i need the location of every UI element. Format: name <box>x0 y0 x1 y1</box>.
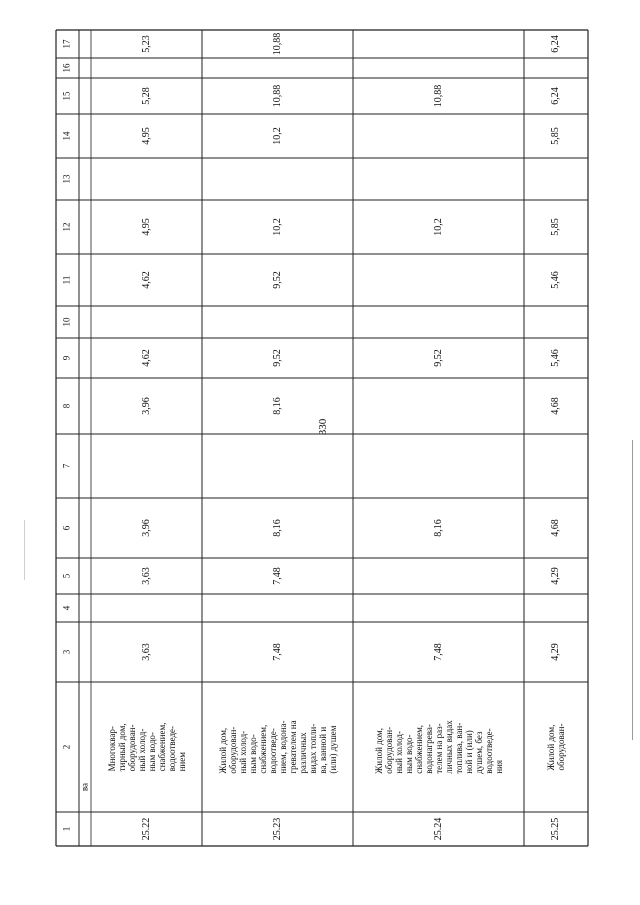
value-cell-col-15: 10,88 <box>271 84 283 108</box>
value-cell-col-6: 8,16 <box>432 519 444 537</box>
value-cell-col-14: 10,2 <box>271 127 283 145</box>
value-cell-col-9: 9,52 <box>432 349 444 367</box>
column-header-11: 11 <box>61 275 72 285</box>
value-cell-col-17: 5,23 <box>140 35 152 53</box>
column-header-7: 7 <box>61 463 72 469</box>
value-cell-col-11: 4,62 <box>140 271 152 289</box>
value-cell-col-17: 6,24 <box>550 35 561 53</box>
column-header-6: 6 <box>61 525 72 531</box>
value-cell-col-3: 4,29 <box>550 643 561 661</box>
value-cell-col-15: 10,88 <box>432 84 444 108</box>
value-cell-col-9: 4,62 <box>140 349 152 367</box>
value-cell-col-6: 4,68 <box>550 519 561 537</box>
value-cell-col-5: 4,29 <box>550 567 561 585</box>
column-header-15: 15 <box>61 91 72 101</box>
row-description: Жилой дом, оборудован- <box>546 723 566 771</box>
value-cell-col-12: 10,2 <box>271 218 283 236</box>
value-cell-col-3: 3,63 <box>140 643 152 661</box>
value-cell-col-8: 4,68 <box>550 397 561 415</box>
value-cell-col-8: 3,96 <box>140 397 152 415</box>
value-cell-col-5: 3,63 <box>140 567 152 585</box>
column-header-16: 16 <box>61 63 72 73</box>
value-cell-col-9: 9,52 <box>271 349 283 367</box>
row-code: 25.23 <box>271 817 283 841</box>
value-cell-col-14: 4,95 <box>140 127 152 145</box>
value-cell-col-15: 6,24 <box>550 87 561 105</box>
column-header-8: 8 <box>61 403 72 409</box>
value-cell-col-11: 9,52 <box>271 271 283 289</box>
tariff-table <box>56 30 588 846</box>
column-header-10: 10 <box>61 317 72 327</box>
scan-artifact-line <box>632 440 633 740</box>
value-cell-col-12: 10,2 <box>432 218 444 236</box>
value-cell-col-6: 8,16 <box>271 519 283 537</box>
value-cell-col-9: 5,46 <box>550 349 561 367</box>
value-cell-col-15: 5,28 <box>140 87 152 105</box>
row-description: Жилой дом, оборудован- ный холод- ным водо- снабжением, водоотведе- нием, водона- гревателем на различных видах топли- ва, ванной и (или) душем <box>217 720 338 774</box>
continuation-text: ва <box>79 782 90 792</box>
column-header-12: 12 <box>61 222 72 232</box>
value-cell-col-6: 3,96 <box>140 519 152 537</box>
column-header-5: 5 <box>61 573 72 579</box>
value-cell-col-12: 5,85 <box>550 218 561 236</box>
row-code: 25.24 <box>432 817 444 841</box>
value-cell-col-14: 5,85 <box>550 127 561 145</box>
column-header-13: 13 <box>61 174 72 184</box>
scan-artifact-line <box>24 520 25 580</box>
page-number: 330 <box>317 418 329 436</box>
column-header-14: 14 <box>61 131 72 141</box>
value-cell-col-3: 7,48 <box>271 643 283 661</box>
value-cell-col-12: 4,95 <box>140 218 152 236</box>
row-code: 25.22 <box>140 817 152 841</box>
value-cell-col-11: 5,46 <box>550 271 561 289</box>
column-header-17: 17 <box>61 39 72 49</box>
value-cell-col-5: 7,48 <box>271 567 283 585</box>
column-header-1: 1 <box>61 826 72 832</box>
value-cell-col-3: 7,48 <box>432 643 444 661</box>
column-header-3: 3 <box>61 649 72 655</box>
row-description: Многоквар- тирный дом, оборудован- ный холод- ным водо- снабжением, водоотведе- нием <box>106 722 187 772</box>
column-header-2: 2 <box>61 744 72 750</box>
value-cell-col-8: 8,16 <box>271 397 283 415</box>
column-header-4: 4 <box>61 605 72 611</box>
column-header-9: 9 <box>61 355 72 361</box>
row-description: Жилой дом, оборудован- ный холод- ным водо- снабжением, водонагрева- телем на раз- личных видах топлива, ван- ной и (или) душем, без водоотведе- ния <box>373 720 504 774</box>
row-code: 25.25 <box>550 817 561 841</box>
value-cell-col-17: 10,88 <box>271 32 283 56</box>
